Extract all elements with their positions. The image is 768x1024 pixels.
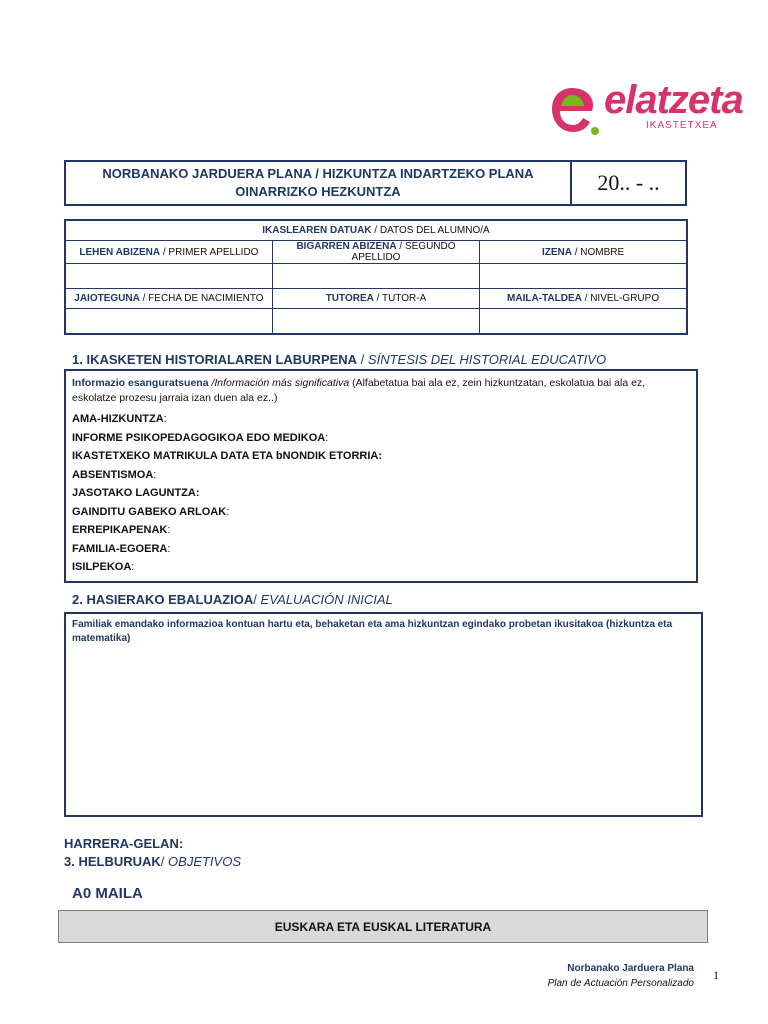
first-surname-field[interactable]: [65, 264, 272, 289]
section2-heading: [72, 592, 393, 607]
second-surname-label: [272, 241, 479, 264]
field-label: FAMILIA-EGOERA: [72, 542, 168, 555]
page-number: 1: [713, 968, 719, 982]
plan-title-line2: OINARRIZKO HEZKUNTZA: [235, 184, 401, 199]
tutor-label-bold: TUTOREA: [325, 293, 374, 304]
info-note-italic: /Información más significativa: [208, 377, 350, 389]
level-group-field[interactable]: [480, 309, 687, 335]
student-data-header: [65, 220, 687, 241]
first-surname-label-bold: LEHEN ABIZENA: [79, 246, 161, 258]
second-surname-label-rest: / SEGUNDO APELLIDO: [351, 241, 456, 263]
field-colon: :: [153, 468, 157, 481]
section2-heading-sep: /: [253, 592, 261, 607]
section3-heading-italic: OBJETIVOS: [168, 854, 241, 869]
reception-classroom-heading: HARRERA-GELAN:: [64, 836, 184, 851]
initial-evaluation-box[interactable]: [64, 612, 703, 817]
field-label: AMA-HIZKUNTZA: [72, 413, 164, 425]
educational-history-box[interactable]: [64, 369, 698, 583]
footer-subtitle: Plan de Actuación Personalizado: [547, 978, 694, 989]
plan-title: [66, 162, 570, 204]
info-note-rest: (Alfabetatua bai ala ez, zein hizkuntzatan, eskolatua bai ala ez, eskolatze prozesu jarraia izan duen ala ez..): [72, 377, 646, 404]
title-box: [64, 160, 687, 206]
logo-subtitle: IKASTETXEA: [646, 120, 718, 131]
field-repetitions: [72, 521, 690, 540]
section1-heading: [72, 352, 606, 367]
birth-date-field[interactable]: [65, 309, 272, 335]
field-colon: :: [167, 542, 171, 555]
field-mother-tongue: [72, 410, 690, 429]
level-group-label-rest: / NIVEL-GRUPO: [581, 293, 660, 304]
second-surname-label-bold: BIGARREN ABIZENA: [296, 241, 397, 252]
field-label: ERREPIKAPENAK: [72, 524, 168, 536]
subject-header: EUSKARA ETA EUSKAL LITERATURA: [58, 910, 708, 943]
initial-evaluation-note: Familiak emandako informazioa kontuan hartu eta, behaketan eta ama hizkuntzan egindako probetan ikusitakoa (hizkuntza eta matematika): [72, 619, 673, 644]
student-data-header-bold: IKASLEAREN DATUAK: [262, 225, 372, 236]
logo-wordmark: elatzeta: [604, 78, 743, 122]
birth-date-label-rest: / FECHA DE NACIMIENTO: [139, 293, 264, 304]
tutor-field[interactable]: [272, 309, 479, 335]
school-year: 20.. - ..: [597, 170, 660, 195]
plan-title-line1: NORBANAKO JARDUERA PLANA / HIZKUNTZA INDARTZEKO PLANA: [102, 166, 534, 181]
section1-heading-sep: /: [357, 352, 368, 367]
section3-heading-sep: /: [160, 854, 169, 869]
field-colon: :: [167, 524, 171, 536]
field-colon: :: [226, 505, 230, 518]
section1-heading-italic: SÍNTESIS DEL HISTORIAL EDUCATIVO: [367, 352, 607, 367]
logo-droplet-icon: [550, 84, 600, 138]
field-confidential: [72, 558, 690, 577]
level-heading: A0 MAILA: [72, 885, 143, 902]
second-surname-field[interactable]: [272, 264, 479, 289]
field-colon: :: [163, 413, 167, 425]
tutor-label: [272, 289, 479, 309]
field-label: ISILPEKOA: [72, 561, 132, 573]
field-colon: :: [131, 561, 135, 573]
field-support-received: [72, 484, 690, 503]
name-label-bold: IZENA: [541, 246, 572, 258]
section3-heading: [64, 854, 241, 869]
field-enrollment-date: [72, 447, 690, 466]
student-data-header-rest: / DATOS DEL ALUMNO/A: [371, 225, 490, 236]
level-group-label: [480, 289, 687, 309]
name-label: [480, 241, 687, 264]
field-family-situation: [72, 540, 690, 559]
logo: [550, 78, 743, 140]
first-surname-label: [65, 241, 272, 264]
field-label: JASOTAKO LAGUNTZA:: [72, 487, 200, 499]
info-note-lead: Informazio esanguratsuena: [72, 377, 209, 389]
name-label-rest: / NOMBRE: [571, 246, 625, 258]
field-colon: :: [325, 431, 329, 444]
section2-heading-italic: EVALUACIÓN INICIAL: [260, 592, 393, 607]
field-label: GAINDITU GABEKO ARLOAK: [72, 505, 227, 518]
field-failed-subjects: [72, 503, 690, 522]
field-label: ABSENTISMOA: [72, 468, 154, 481]
section1-heading-bold: 1. IKASKETEN HISTORIALAREN LABURPENA: [72, 352, 358, 367]
field-label: IKASTETXEKO MATRIKULA DATA ETA bNONDIK ETORRIA:: [72, 450, 383, 462]
info-note: [72, 376, 690, 406]
first-surname-label-rest: / PRIMER APELLIDO: [160, 246, 259, 258]
history-fields: [72, 410, 690, 577]
field-absenteeism: [72, 466, 690, 485]
name-field[interactable]: [480, 264, 687, 289]
level-group-label-bold: MAILA-TALDEA: [507, 293, 582, 304]
tutor-label-rest: / TUTOR-A: [373, 293, 427, 304]
field-label: INFORME PSIKOPEDAGOGIKOA EDO MEDIKOA: [72, 431, 326, 444]
section2-heading-bold: 2. HASIERAKO EBALUAZIOA: [72, 592, 254, 607]
section3-heading-bold: 3. HELBURUAK: [64, 854, 161, 869]
field-psychopedagogical-report: [72, 429, 690, 448]
student-data-table: [64, 219, 688, 335]
birth-date-label: [65, 289, 272, 309]
birth-date-label-bold: JAIOTEGUNA: [74, 293, 140, 304]
footer-title: Norbanako Jarduera Plana: [567, 963, 694, 974]
